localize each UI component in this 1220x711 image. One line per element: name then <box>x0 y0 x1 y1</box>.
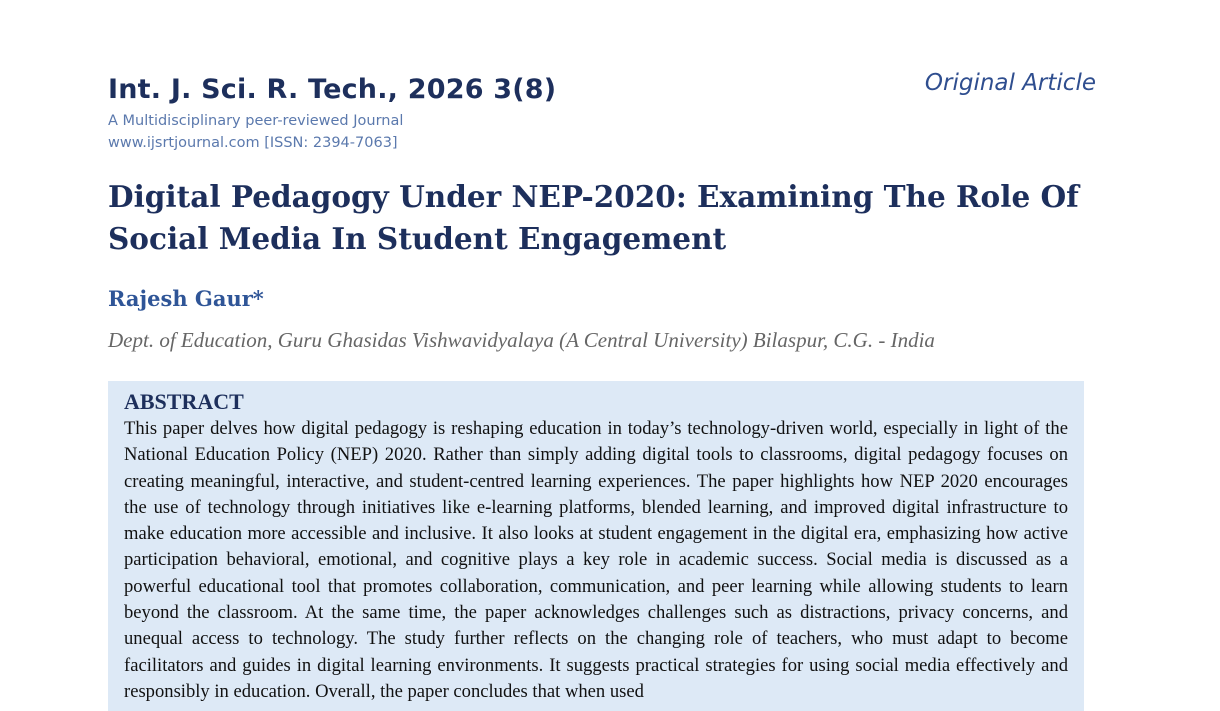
journal-subtitle: A Multidisciplinary peer-reviewed Journal <box>108 113 404 129</box>
journal-website-issn: www.ijsrtjournal.com [ISSN: 2394-7063] <box>108 135 398 151</box>
abstract-text: This paper delves how digital pedagogy is reshaping education in today’s technology-driven world, especially in light of the National Education Policy (NEP) 2020. Rather than simply adding digital tools to classrooms, digital pedagogy focuses on creating meaningful, interactive, and student-centred learning experiences. The paper highlights how NEP 2020 encourages the use of technology through initiatives like e-learning platforms, blended learning, and improved digital infrastructure to make education more accessible and inclusive. It also looks at student engagement in the digital era, emphasizing how active participation behavioral, emotional, and cognitive plays a key role in academic success. Social media is discussed as a powerful educational tool that promotes collaboration, communication, and peer learning while allowing students to learn beyond the classroom. At the same time, the paper acknowledges challenges such as distractions, privacy concerns, and unequal access to technology. The study further reflects on the changing role of teachers, who must adapt to become facilitators and guides in digital learning environments. It suggests practical strategies for using social media effectively and responsibly in education. Overall, the paper concludes that when used <box>124 418 1068 702</box>
author-name: Rajesh Gaur* <box>108 286 264 311</box>
author-affiliation: Dept. of Education, Guru Ghasidas Vishwavidyalaya (A Central University) Bilaspur, C.G. - India <box>108 328 935 352</box>
journal-title: Int. J. Sci. R. Tech., 2026 3(8) <box>108 74 557 105</box>
abstract-heading: ABSTRACT <box>124 389 244 414</box>
paper-title: Digital Pedagogy Under NEP-2020: Examining The Role Of Social Media In Student Engagement <box>108 179 1079 256</box>
article-type-label: Original Article <box>924 70 1096 96</box>
abstract-section <box>108 381 1084 711</box>
